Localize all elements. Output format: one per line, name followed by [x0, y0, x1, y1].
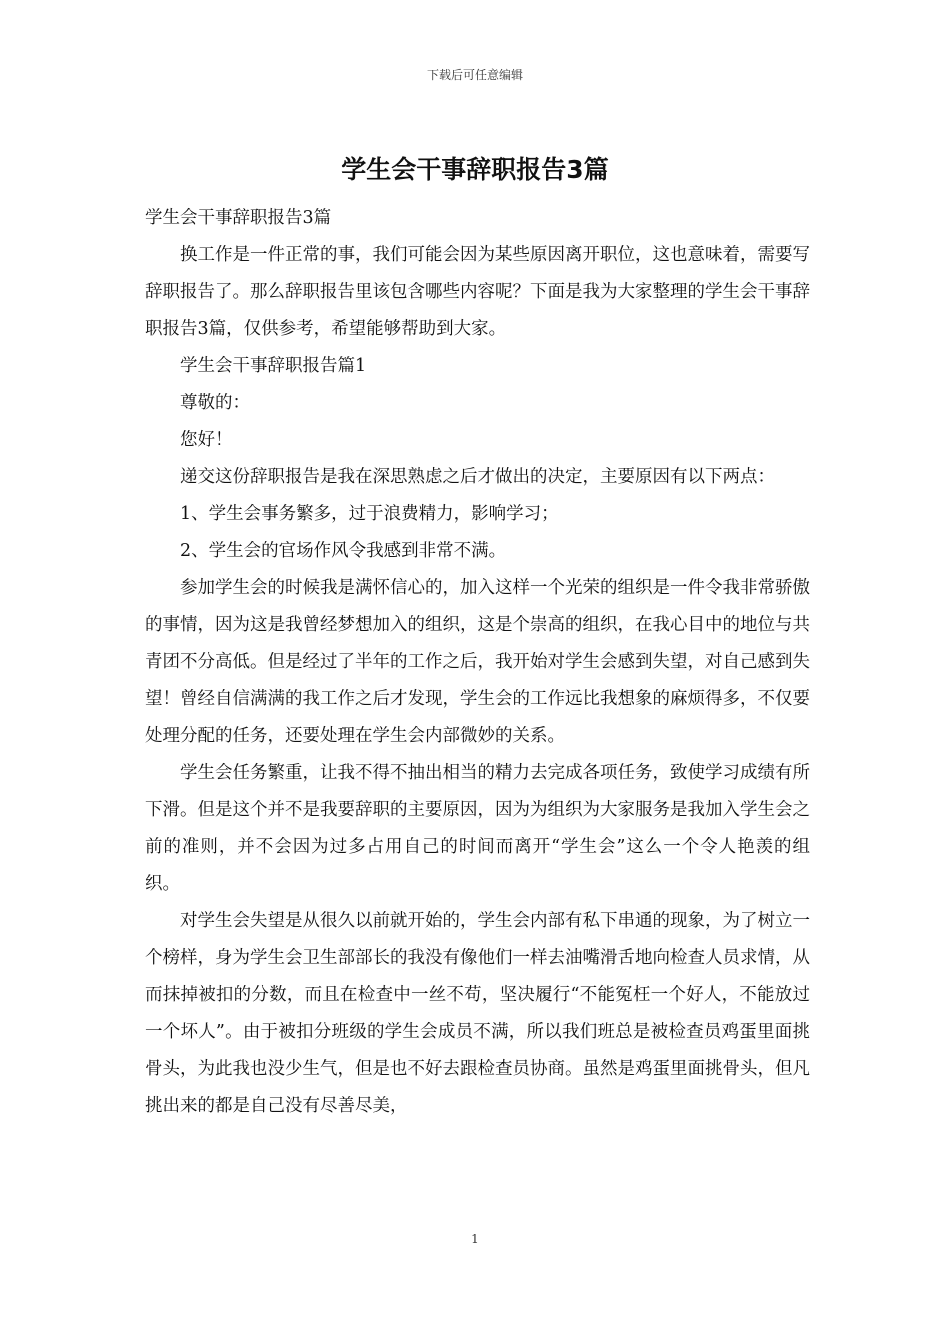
document-title: 学生会干事辞职报告3篇 [341, 155, 609, 184]
greeting: 您好！ [180, 430, 233, 450]
page-header: 下载后可任意编辑 [426, 68, 523, 82]
intro-paragraph: 换工作是一件正常的事，我们可能会因为某些原因离开职位，这也意味着，需要写辞职报告了。那么辞职报告里该包含哪些内容呢？下面是我为大家整理的学生会干事辞职报告3篇，仅供参考，希望能够帮助到大家。 [145, 245, 810, 339]
reason-item-1: 1、学生会事务繁多，过于浪费精力，影响学习； [180, 504, 559, 524]
body-paragraph: 参加学生会的时候我是满怀信心的，加入这样一个光荣的组织是一件令我非常骄傲的事情，因为这是我曾经梦想加入的组织，这是个崇高的组织，在我心目中的地位与共青团不分高低。但是经过了半年的工作之后，我开始对学生会感到失望，对自己感到失望！曾经自信满满的我工作之后才发现，学生会的工作远比我想象的麻烦得多，不仅要处理分配的任务，还要处理在学生会内部微妙的关系。 [145, 578, 810, 746]
section-heading: 学生会干事辞职报告篇1 [180, 356, 367, 376]
salutation: 尊敬的： [180, 393, 250, 413]
body-paragraph: 对学生会失望是从很久以前就开始的，学生会内部有私下串通的现象，为了树立一个榜样，身为学生会卫生部部长的我没有像他们一样去油嘴滑舌地向检查人员求情，从而抹掉被扣的分数，而且在检查中一丝不苟，坚决履行“不能冤枉一个好人，不能放过一个坏人”。由于被扣分班级的学生会成员不满，所以我们班总是被检查员鸡蛋里面挑骨头，为此我也没少生气，但是也不好去跟检查员协商。虽然是鸡蛋里面挑骨头，但凡挑出来的都是自己没有尽善尽美， [145, 911, 810, 1116]
reason-item-2: 2、学生会的官场作风令我感到非常不满。 [180, 541, 507, 561]
body-paragraph: 学生会任务繁重，让我不得不抽出相当的精力去完成各项任务，致使学习成绩有所下滑。但是这个并不是我要辞职的主要原因，因为为组织为大家服务是我加入学生会之前的准则，并不会因为过多占用自己的时间而离开“学生会”这么一个令人艳羡的组织。 [145, 763, 810, 894]
subtitle-paragraph: 学生会干事辞职报告3篇 [145, 208, 332, 228]
body-paragraph: 递交这份辞职报告是我在深思熟虑之后才做出的决定，主要原因有以下两点： [180, 467, 775, 487]
document-body [145, 200, 810, 1125]
page-number: 1 [471, 1232, 479, 1246]
